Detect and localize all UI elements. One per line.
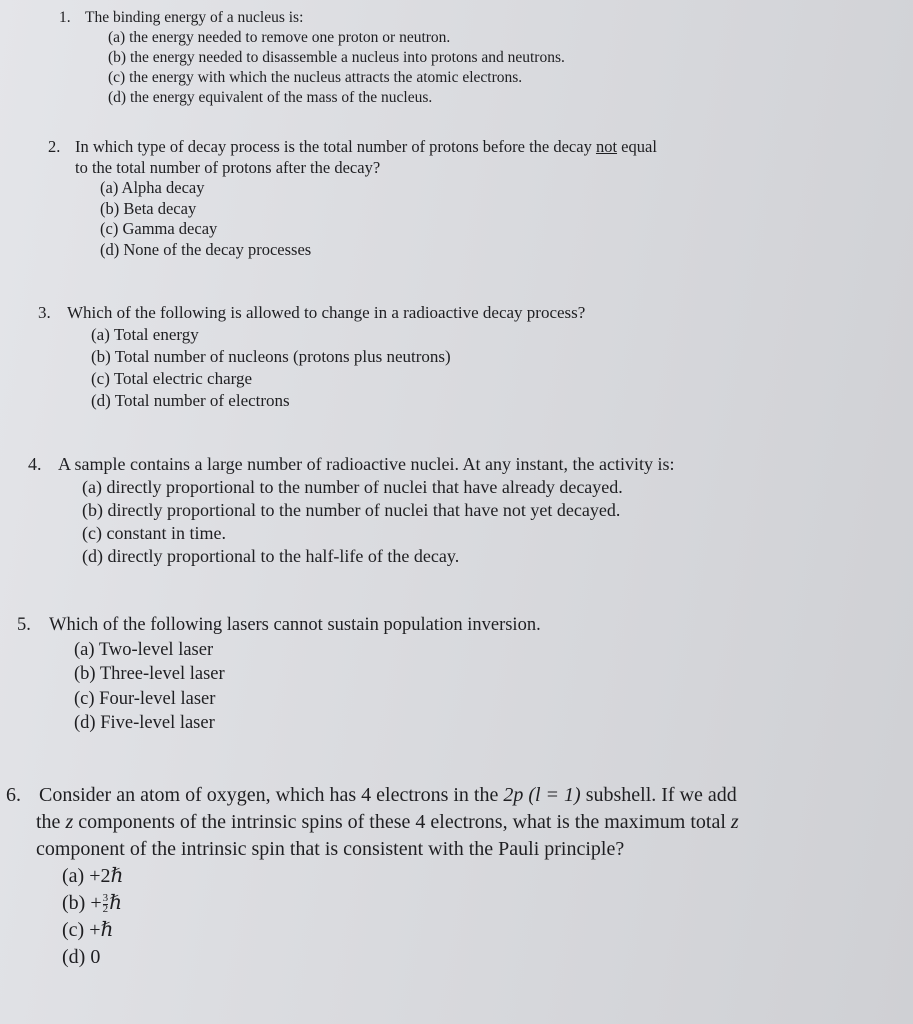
question-text-continued: the z components of the intrinsic spins of these 4 electrons, what is the maximum total z <box>36 811 739 833</box>
choice-b: (b) the energy needed to disassemble a nucleus into protons and neutrons. <box>108 49 565 66</box>
choice-a: (a) Alpha decay <box>100 178 205 197</box>
choice-list <box>0 476 913 568</box>
question-4 <box>0 453 913 568</box>
question-1 <box>0 8 913 108</box>
fraction: $\frac{3}{2}$ <box>102 892 109 915</box>
choice-a: (a) +2ℏ <box>62 865 124 887</box>
choice-c: (c) the energy with which the nucleus attracts the atomic electrons. <box>108 69 523 86</box>
choice-c: (c) Total electric charge <box>91 369 253 388</box>
choice-b: (b) Total number of nucleons (protons plus neutrons) <box>91 347 451 366</box>
question-3 <box>0 302 913 412</box>
question-text-continued: to the total number of protons after the decay? <box>75 157 381 177</box>
choice-d: (d) the energy equivalent of the mass of the nucleus. <box>108 89 433 106</box>
choice-c: (c) Gamma decay <box>100 219 218 238</box>
question-text: Which of the following lasers cannot sustain population inversion. <box>49 615 541 635</box>
orbital-notation: 2p (l = 1) <box>503 784 581 806</box>
choice-c: (c) +ℏ <box>62 919 114 941</box>
choice-list <box>0 638 913 736</box>
choice-b: (b) Three-level laser <box>74 664 225 684</box>
question-number: 4. <box>28 454 42 474</box>
choice-list <box>0 28 913 108</box>
choice-list <box>0 863 913 971</box>
choice-b: (b) directly proportional to the number of nuclei that have not yet decayed. <box>82 500 621 520</box>
choice-c: (c) constant in time. <box>82 523 226 543</box>
question-5 <box>0 613 913 736</box>
question-text: Which of the following is allowed to change in a radioactive decay process? <box>67 303 586 322</box>
question-2 <box>0 137 913 260</box>
choice-d: (d) Total number of electrons <box>91 391 290 410</box>
choice-list <box>0 324 913 412</box>
choice-list <box>0 178 913 260</box>
question-text: In which type of decay process is the total number of protons before the decay not equal <box>75 137 657 156</box>
question-text: Consider an atom of oxygen, which has 4 electrons in the 2p (l = 1) subshell. If we add <box>39 784 737 806</box>
choice-a: (a) Total energy <box>91 325 199 344</box>
choice-d: (d) directly proportional to the half-life of the decay. <box>82 546 460 566</box>
question-text: A sample contains a large number of radioactive nuclei. At any instant, the activity is: <box>58 454 675 474</box>
choice-a: (a) the energy needed to remove one proton or neutron. <box>108 29 451 46</box>
choice-b: (b) + $\frac{3}{2}$ ℏ <box>62 892 122 915</box>
question-number: 6. <box>6 784 21 806</box>
question-text: The binding energy of a nucleus is: <box>85 9 304 26</box>
choice-a: (a) Two-level laser <box>74 639 214 660</box>
question-number: 3. <box>38 303 51 322</box>
choice-c: (c) Four-level laser <box>74 688 216 709</box>
question-6 <box>0 782 913 971</box>
question-number: 5. <box>17 615 31 635</box>
choice-d: (d) None of the decay processes <box>100 239 312 259</box>
choice-d: (d) Five-level laser <box>74 713 215 733</box>
choice-b: (b) Beta decay <box>100 198 197 218</box>
question-text-continued: component of the intrinsic spin that is consistent with the Pauli principle? <box>36 838 625 860</box>
question-number: 2. <box>48 137 61 156</box>
choice-a: (a) directly proportional to the number of nuclei that have already decayed. <box>82 477 623 497</box>
choice-d: (d) 0 <box>62 946 101 968</box>
emphasis-not: not <box>595 137 618 156</box>
question-number: 1. <box>59 9 71 26</box>
